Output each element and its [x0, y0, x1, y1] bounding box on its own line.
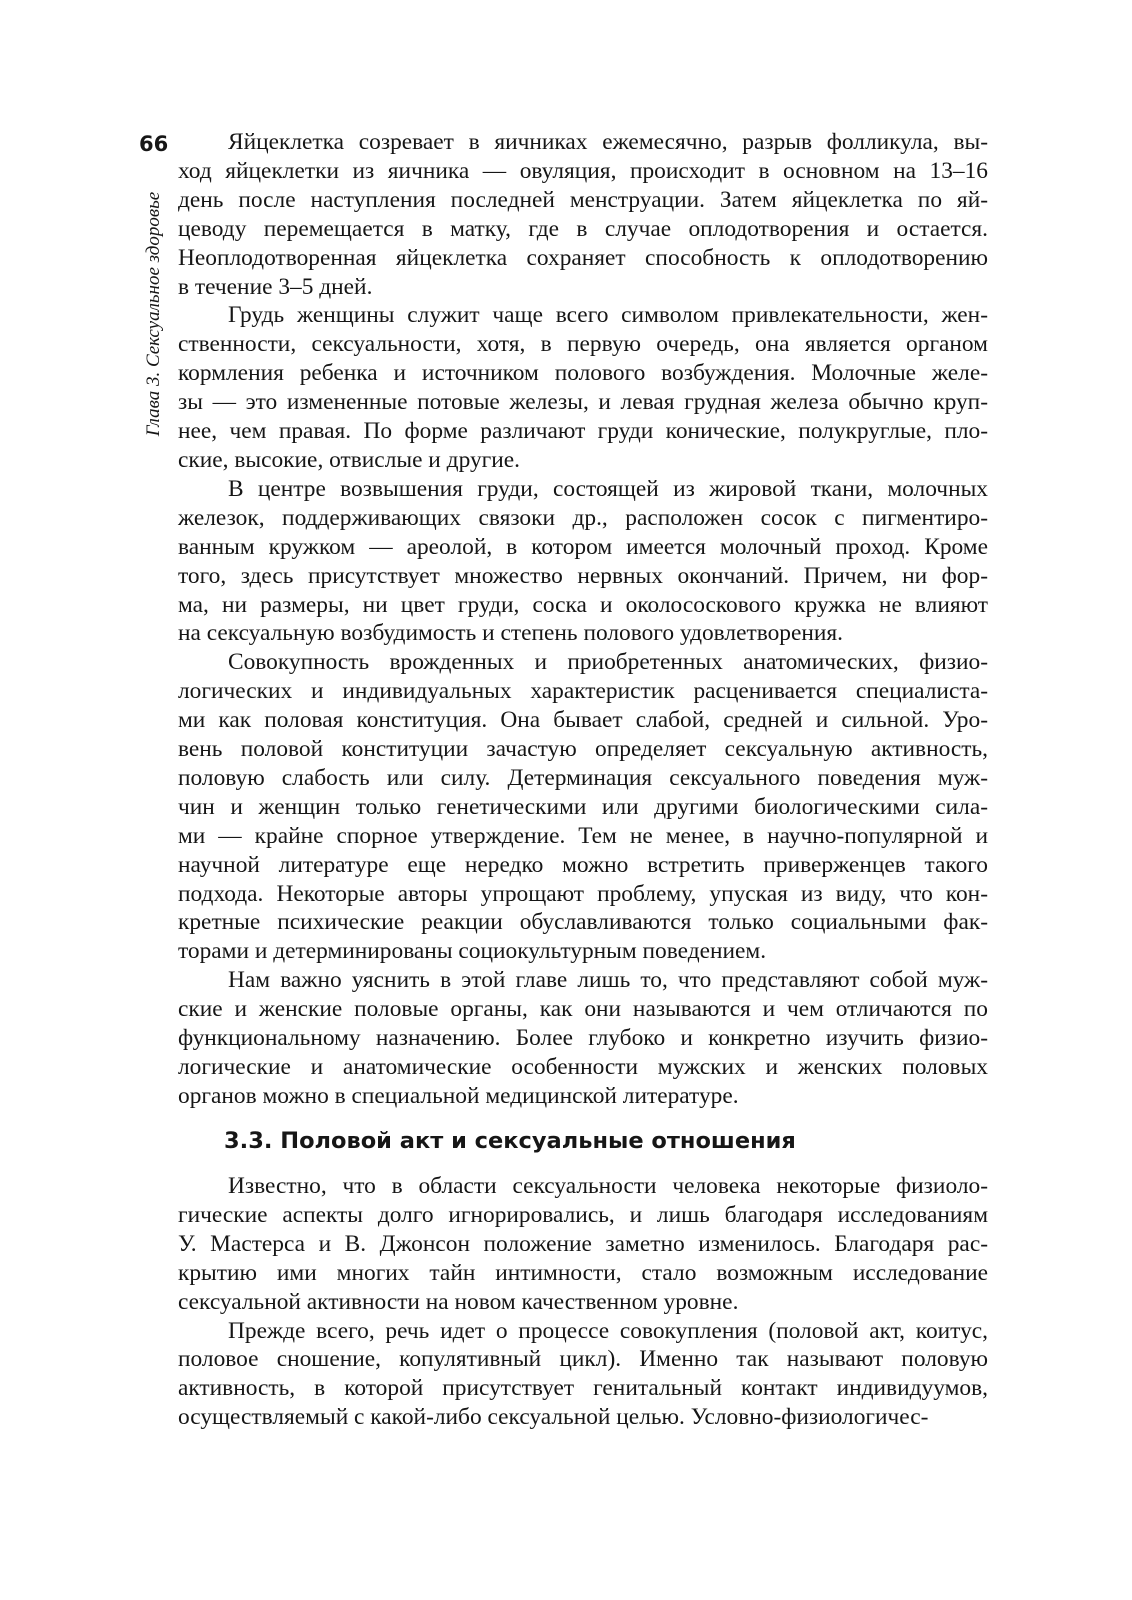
- text-line: сексуальной активности на новом качественном уровне.: [178, 1288, 739, 1315]
- text-line: цеводу перемещается в матку, где в случае оплодотворения и остается.: [178, 215, 988, 242]
- text-line: Грудь женщины служит чаще всего символом привлекательности, жен-: [228, 302, 988, 329]
- text-line: того, здесь присутствует множество нервных окончаний. Причем, ни фор-: [178, 562, 988, 589]
- text-line: Неоплодотворенная яйцеклетка сохраняет способность к оплодотворению: [178, 244, 988, 271]
- text-line: ми как половая конституция. Она бывает слабой, средней и сильной. Уро-: [178, 707, 988, 734]
- paragraph: [178, 128, 988, 301]
- text-line: научной литературе еще нередко можно встретить приверженцев такого: [178, 851, 988, 878]
- page-number: 66: [139, 132, 169, 156]
- text-line: железок, поддерживающих связоки др., расположен сосок с пигментиро-: [178, 504, 988, 531]
- paragraph: [178, 966, 988, 1111]
- text-line: ванным кружком — ареолой, в котором имеется молочный проход. Кроме: [178, 533, 988, 560]
- text-line: половую слабость или силу. Детерминация сексуального поведения муж-: [178, 764, 988, 791]
- text-line: функциональному назначению. Более глубоко и конкретно изучить физио-: [178, 1025, 988, 1052]
- text-line: органов можно в специальной медицинской литературе.: [178, 1082, 739, 1109]
- paragraph: [178, 1172, 988, 1317]
- text-line: кормления ребенка и источником полового возбуждения. Молочные желе-: [178, 360, 988, 387]
- body-text-before-heading: [178, 128, 988, 1111]
- text-line: на сексуальную возбудимость и степень полового удовлетворения.: [178, 620, 843, 647]
- text-line: ские, высокие, отвислые и другие.: [178, 446, 520, 473]
- running-head: Глава 3. Сексуальное здоровье: [143, 191, 164, 437]
- text-line: нее, чем правая. По форме различают груди конические, полукруглые, пло-: [178, 418, 988, 445]
- text-line: зы — это измененные потовые железы, и левая грудная железа обычно круп-: [178, 389, 988, 416]
- section-heading: 3.3. Половой акт и сексуальные отношения: [224, 1128, 796, 1154]
- text-line: осуществляемый с какой-либо сексуальной целью. Условно-физиологичес-: [178, 1404, 929, 1431]
- text-line: Нам важно уяснить в этой главе лишь то, что представляют собой муж-: [228, 967, 988, 994]
- text-line: кретные психические реакции обуславливаются только социальными фак-: [178, 909, 988, 936]
- text-line: Известно, что в области сексуальности человека некоторые физиоло-: [228, 1173, 988, 1199]
- text-line: ские и женские половые органы, как они называются и чем отличаются по: [178, 996, 988, 1023]
- text-line: У. Мастерса и В. Джонсон положение заметно изменилось. Благодаря рас-: [178, 1230, 988, 1257]
- body-text-after-heading: [178, 1172, 988, 1432]
- text-line: ственности, сексуальности, хотя, в первую очередь, она является органом: [178, 331, 988, 358]
- text-line: ма, ни размеры, ни цвет груди, соска и околососкового кружка не влияют: [178, 591, 988, 618]
- text-line: логические и анатомические особенности мужских и женских половых: [178, 1054, 988, 1080]
- text-line: Яйцеклетка созревает в яичниках ежемесячно, разрыв фолликула, вы-: [228, 129, 988, 155]
- text-line: ми — крайне спорное утверждение. Тем не менее, в научно-популярной и: [178, 822, 988, 849]
- text-line: чин и женщин только генетическими или другими биологическими сила-: [178, 793, 988, 820]
- text-line: активность, в которой присутствует генитальный контакт индивидуумов,: [178, 1375, 988, 1402]
- paragraph: [178, 1317, 988, 1433]
- text-line: подхода. Некоторые авторы упрощают проблему, упуская из виду, что кон-: [178, 880, 988, 907]
- paragraph: [178, 301, 988, 474]
- text-line: Совокупность врожденных и приобретенных анатомических, физио-: [228, 649, 988, 676]
- text-line: вень половой конституции зачастую определяет сексуальную активность,: [178, 736, 988, 763]
- text-line: день после наступления последней менструации. Затем яйцеклетка по яй-: [178, 186, 988, 213]
- paragraph: [178, 475, 988, 648]
- text-line: логических и индивидуальных характеристик расценивается специалиста-: [178, 678, 988, 705]
- text-line: В центре возвышения груди, состоящей из жировой ткани, молочных: [228, 475, 988, 502]
- text-line: половое сношение, копулятивный цикл). Именно так называют половую: [178, 1346, 988, 1373]
- paragraph: [178, 648, 988, 966]
- text-line: гические аспекты долго игнорировались, и лишь благодаря исследованиям: [178, 1201, 988, 1228]
- text-line: торами и детерминированы социокультурным поведением.: [178, 938, 767, 965]
- text-line: в течение 3–5 дней.: [178, 273, 373, 300]
- text-line: Прежде всего, речь идет о процессе совокупления (половой акт, коитус,: [228, 1317, 988, 1344]
- text-line: ход яйцеклетки из яичника — овуляция, происходит в основном на 13–16: [178, 157, 988, 184]
- text-line: крытию ими многих тайн интимности, стало возможным исследование: [178, 1259, 988, 1286]
